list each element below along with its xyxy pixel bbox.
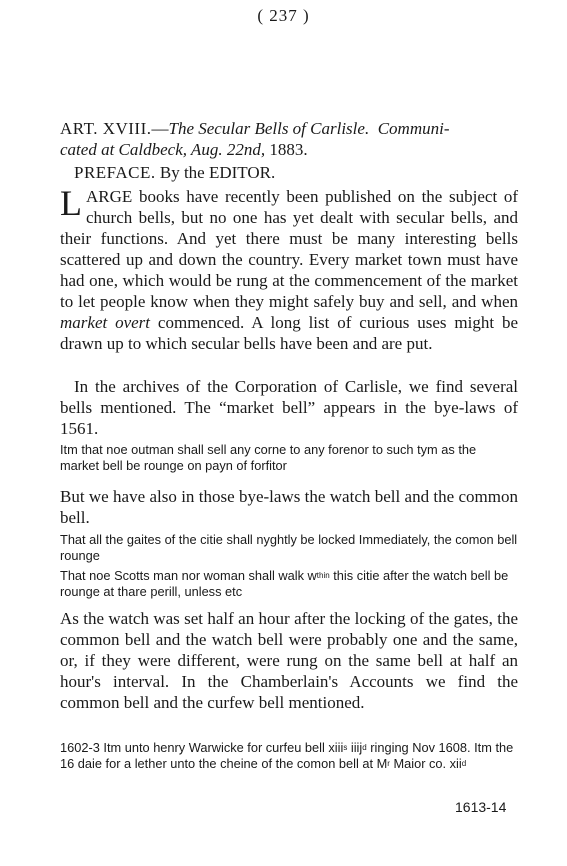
quote-1 (60, 442, 518, 474)
paragraph-1 (60, 183, 518, 354)
paragraph-4-text: As the watch was set half an hour after the locking of the gates, the common bell and the watch bell were probably one and the same, or, if they were different, were rung on the same bell at half an hour's interval. In the Chamberlain's Accounts we find the common bell and the curfew bell mentioned. (60, 609, 518, 712)
page-number: ( 237 ) (257, 6, 310, 25)
footer-signature: 1613-14 (455, 799, 507, 815)
paragraph-3 (60, 486, 518, 528)
article-label: ART. XVIII. (60, 119, 152, 138)
quote-4-text-b: iiij (347, 740, 363, 755)
quote-4-sup-4: d (461, 759, 467, 768)
preface-by: By the EDITOR. (159, 163, 276, 182)
article-year: 1883. (269, 140, 308, 159)
quote-4-sup-1: s (343, 743, 348, 752)
quote-3-text-b: this citie after the watch bell be rounge at thare perill, unless etc (60, 568, 509, 599)
quote-2-text: That all the gaites of the citie shall nyghtly be locked Immediately, the comon bell rounge (60, 532, 518, 563)
communicated-part2: cated at Caldbeck, Aug. 22nd, (60, 140, 266, 159)
drop-cap: L (60, 183, 82, 223)
quote-3-text-a: That noe Scotts man nor woman shall walk w (60, 568, 317, 583)
quote-2 (60, 532, 518, 564)
quote-3-superscript: thin (316, 571, 330, 580)
article-heading: ART. XVIII.—The Secular Bells of Carlisle. Communi- cated at Caldbeck, Aug. 22nd, 1883. (60, 119, 450, 159)
communicated-part1: Communi- (377, 119, 450, 138)
paragraph-2 (60, 376, 518, 439)
quote-4-text-d: Maior co. xii (389, 756, 462, 771)
paragraph-4 (60, 608, 518, 713)
quote-4-sup-3: r (387, 759, 390, 768)
paragraph-2-text: In the archives of the Corporation of Carlisle, we find several bells mentioned. The “market bell” appears in the bye-laws of 1561. (60, 377, 518, 438)
paragraph-1-end: commenced. A long list of curious uses might be drawn up to which secular bells have been and are put. (60, 313, 518, 353)
article-title: The Secular Bells of Carlisle. (168, 119, 370, 138)
paragraph-1-text: ARGE books have recently been published on the subject of church bells, but no one has yet dealt with secular bells, and their functions. And yet there must be many interesting bells scattered up and down the country. Every market town must have had one, which would be rung at the commencement of the market to let people know when they might safely buy and sell, and when (60, 187, 518, 311)
quote-3 (60, 568, 518, 600)
preface-line (60, 162, 518, 183)
market-overt-italic: market overt (60, 313, 151, 332)
quote-4 (60, 740, 518, 772)
quote-4-text-c: ringing Nov 1608. Itm the 16 daie for a lether unto the cheine of the comon bell at M (60, 740, 514, 771)
quote-1-text: Itm that noe outman shall sell any corne to any forenor to such tym as the market bell be rounge on payn of forfitor (60, 442, 477, 473)
paragraph-3-text: But we have also in those bye-laws the watch bell and the common bell. (60, 487, 518, 527)
preface-label: PREFACE. (74, 163, 156, 182)
quote-4-text-a: 1602-3 Itm unto henry Warwicke for curfeu bell xiii (60, 740, 344, 755)
quote-4-sup-2: d (362, 743, 367, 752)
